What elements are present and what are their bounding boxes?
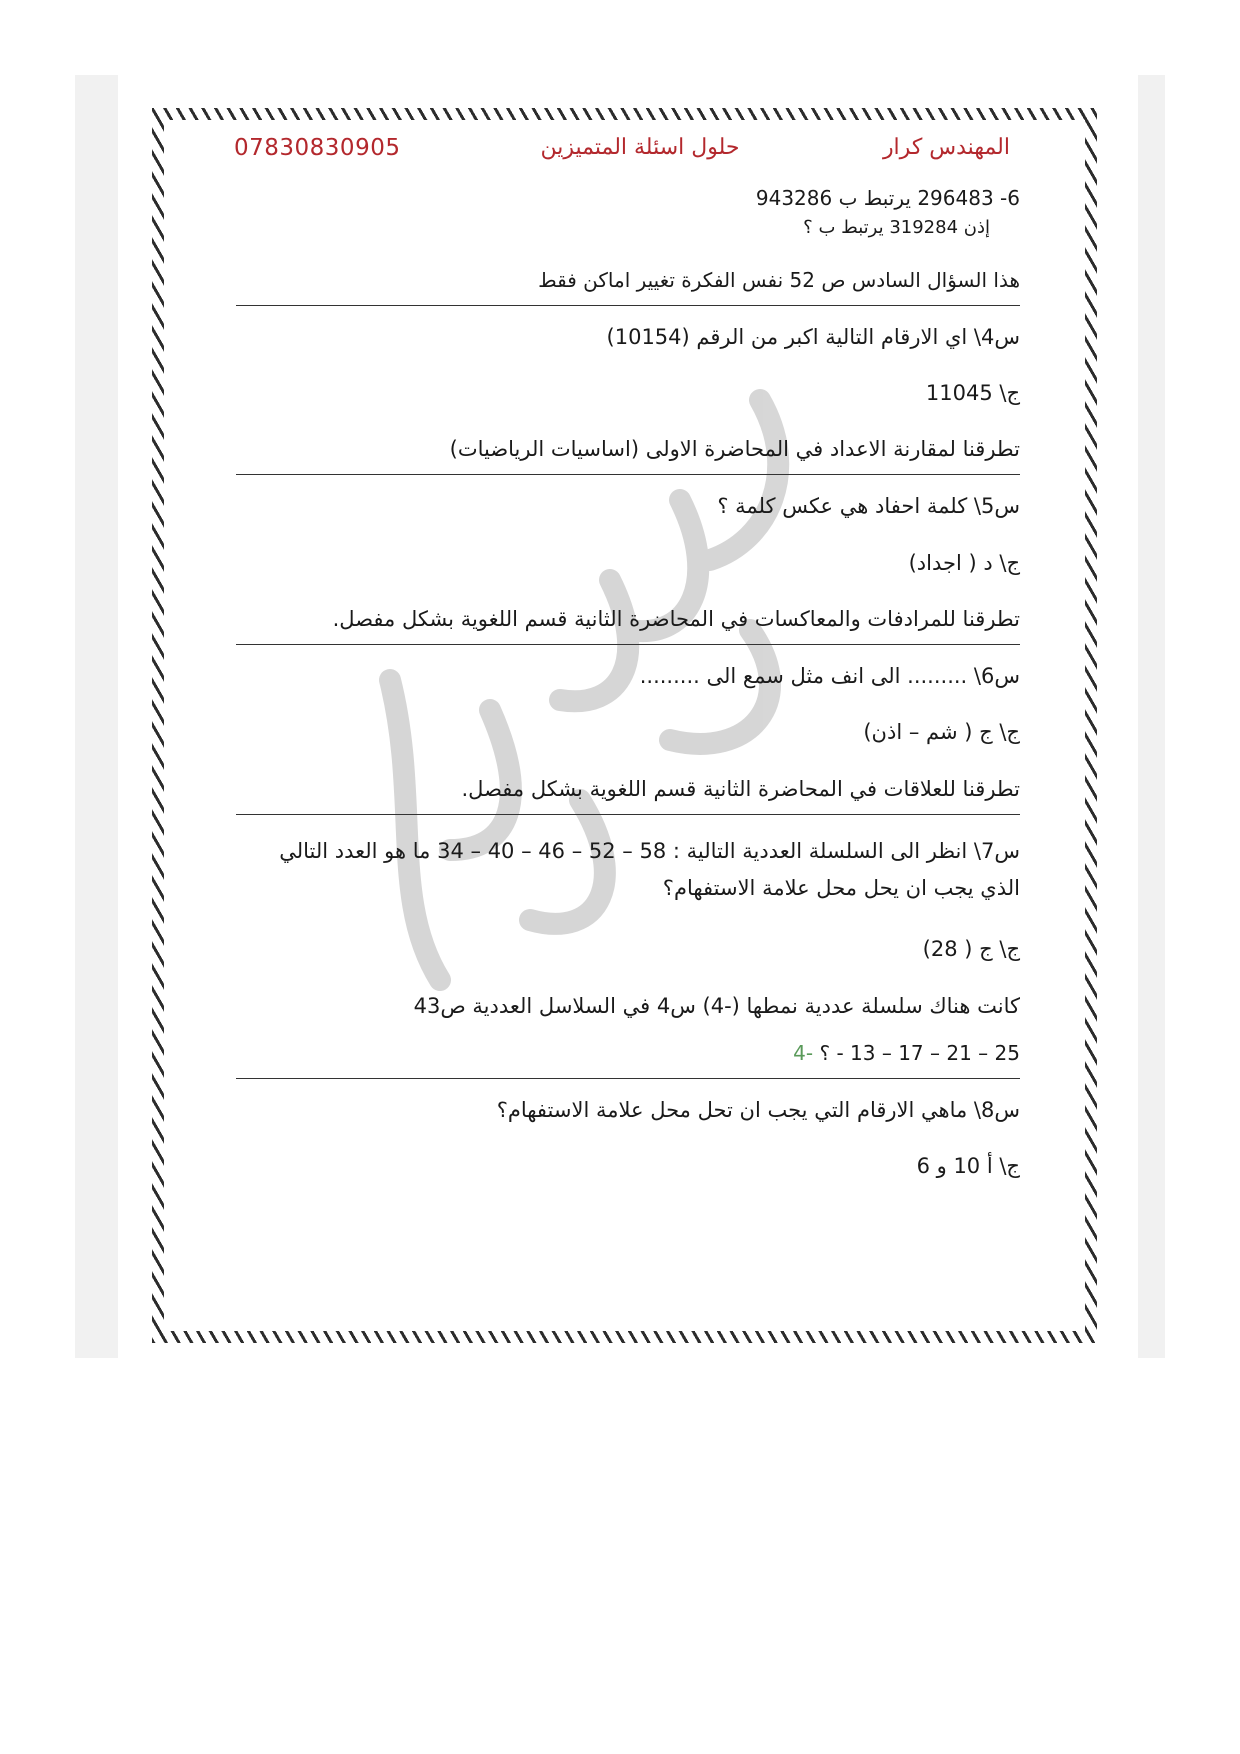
note-5: تطرقنا للمرادفات والمعاكسات في المحاضرة الثانية قسم اللغوية بشكل مفصل. [332, 606, 1020, 631]
note-4: تطرقنا لمقارنة الاعداد في المحاضرة الاولى (اساسيات الرياضيات) [449, 437, 1020, 461]
series-values: 25 – 21 – 17 – 13 - ؟ [819, 1040, 1020, 1065]
number-series [236, 1041, 1020, 1066]
phone-number: 07830830905 [234, 135, 401, 161]
note-7: كانت هناك سلسلة عددية نمطها (-4) س4 في السلاسل العددية ص43 [413, 993, 1020, 1018]
answer-6: ج\ ج ( شم – اذن) [863, 720, 1020, 745]
answer-5: ج\ د ( اجداد) [908, 550, 1020, 575]
question-7: س7\ انظر الى السلسلة العددية التالية : 58 – 52 – 46 – 40 – 34 ما هو العدد التالي الذي يجب ان يحل محل علامة الاستفهام؟ [279, 838, 1020, 900]
question-6-line-1: 6- 296483 يرتبط ب 943286 [755, 186, 1020, 210]
series-sign: -4 [793, 1040, 814, 1065]
divider [236, 1078, 1020, 1079]
question-6-line-2: إذن 319284 يرتبط ب ؟ [803, 217, 990, 238]
answer-8: ج\ أ 10 و 6 [916, 1154, 1020, 1178]
document-body [236, 180, 1020, 1179]
author-name: المهندس كرار [882, 135, 1010, 160]
answer-4: ج\ 11045 [925, 380, 1020, 405]
question-6b: س6\ ......... الى انف مثل سمع الى ......... [639, 664, 1020, 688]
answer-7: ج\ ج ( 28) [922, 937, 1020, 962]
divider [236, 474, 1020, 475]
divider [236, 305, 1020, 306]
divider [236, 644, 1020, 645]
question-5: س5\ كلمة احفاد هي عكس كلمة ؟ [717, 494, 1020, 519]
note-6: تطرقنا للعلاقات في المحاضرة الثانية قسم اللغوية بشكل مفصل. [461, 776, 1020, 801]
question-8: س8\ ماهي الارقام التي يجب ان تحل محل علامة الاستفهام؟ [496, 1097, 1020, 1122]
divider [236, 814, 1020, 815]
header-title: حلول اسئلة المتميزين [540, 135, 740, 160]
question-4: س4\ اي الارقام التالية اكبر من الرقم (10154) [606, 324, 1020, 349]
question-6-note: هذا السؤال السادس ص 52 نفس الفكرة تغيير اماكن فقط [538, 267, 1020, 292]
document-header [230, 133, 1040, 169]
